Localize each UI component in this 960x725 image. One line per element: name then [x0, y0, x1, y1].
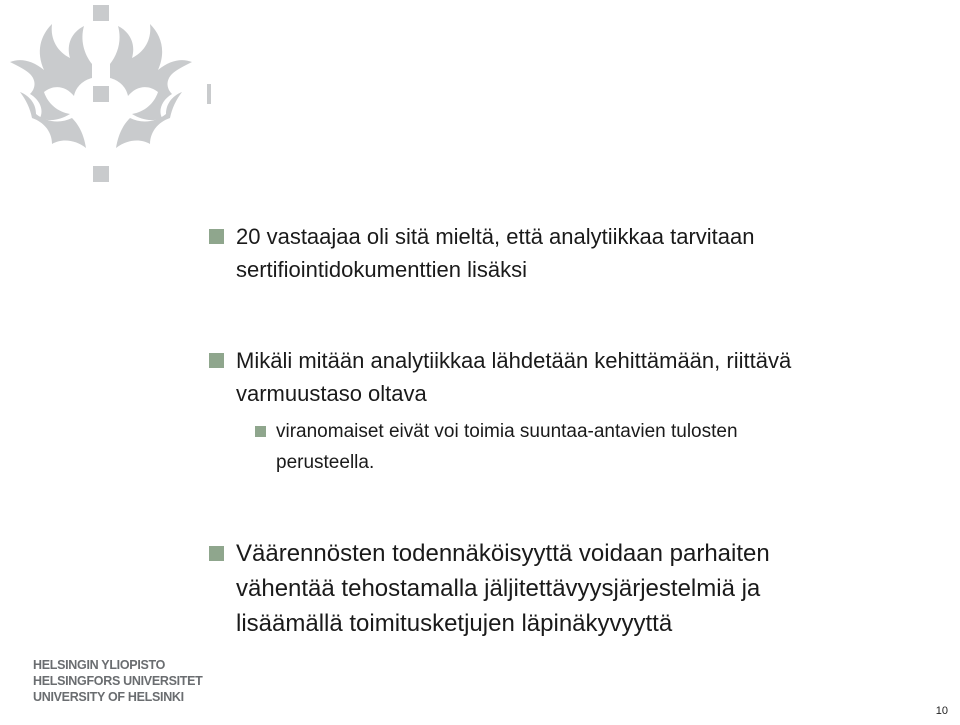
sub-bullet-text-line: viranomaiset eivät voi toimia suuntaa-antavien tulosten: [276, 421, 738, 442]
bullet-text-line: varmuustaso oltava: [236, 381, 427, 406]
logo-divider-mark: [207, 84, 211, 104]
page-number: 10: [935, 705, 948, 717]
university-wordmark: [33, 657, 203, 705]
bullet-text-line: Mikäli mitään analytiikkaa lähdetään kehittämään, riittävä: [236, 348, 792, 373]
bullet-item-assurance-level: [209, 344, 939, 410]
wordmark-line-finnish: HELSINGIN YLIOPISTO: [33, 658, 166, 672]
bullet-text-line: sertifiointidokumenttien lisäksi: [236, 257, 528, 282]
bullet-text-line: 20 vastaajaa oli sitä mieltä, että analytiikkaa tarvitaan: [236, 224, 755, 249]
bullet-list: [209, 220, 939, 641]
sub-bullet-item-authorities: [255, 416, 939, 478]
bullet-text-line: vähentää tehostamalla jäljitettävyysjärjestelmiä ja: [236, 575, 761, 602]
bullet-item-counterfeit-reduction: [209, 536, 939, 641]
wordmark-line-swedish: HELSINGFORS UNIVERSITET: [33, 674, 203, 688]
sub-bullet-text-line: perusteella.: [276, 452, 375, 473]
bullet-text-line: Väärennösten todennäköisyyttä voidaan parhaiten: [236, 540, 770, 567]
bullet-item-analytics-needed: [209, 220, 939, 286]
bullet-text-line: lisäämällä toimitusketjujen läpinäkyvyyttä: [236, 610, 673, 637]
wordmark-line-english: UNIVERSITY OF HELSINKI: [33, 690, 184, 704]
university-logo-flame-icon: [0, 0, 215, 190]
